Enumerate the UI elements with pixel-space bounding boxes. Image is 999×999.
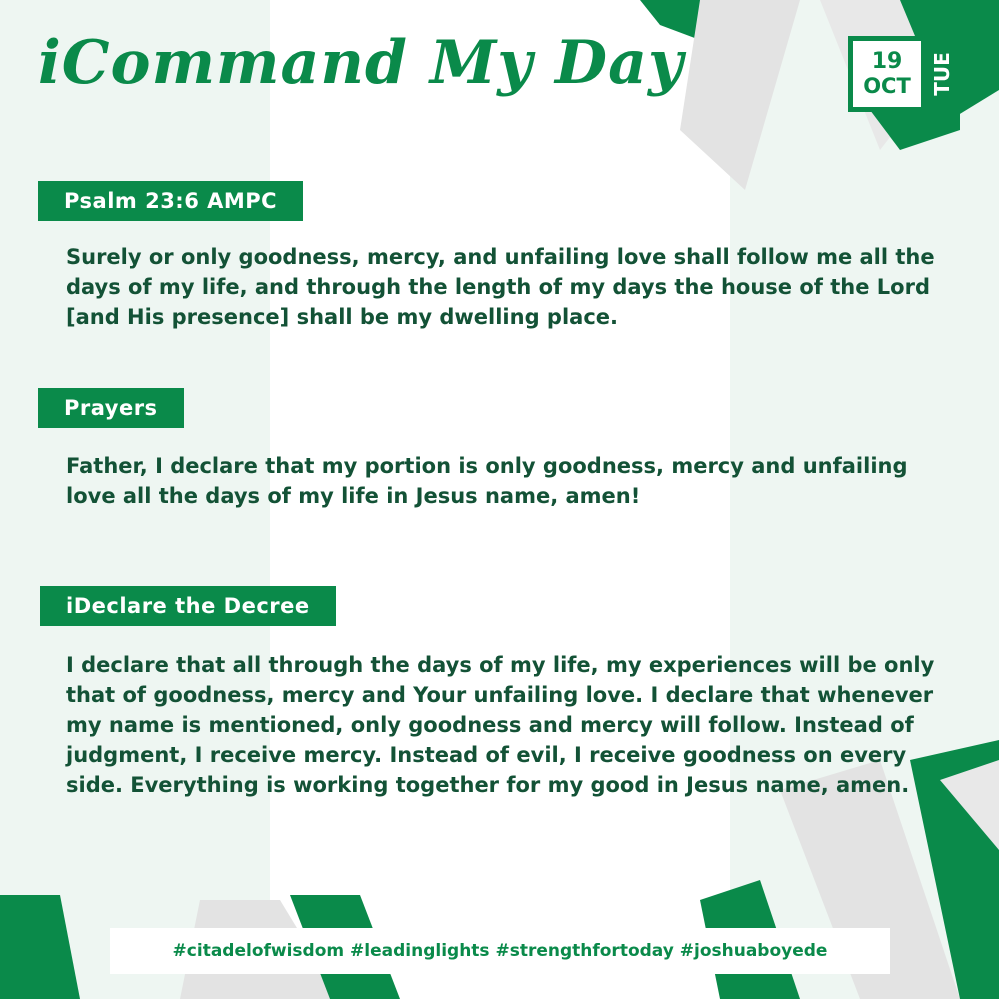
section-label-decree: iDeclare the Decree <box>40 586 336 626</box>
hashtags-footer: #citadelofwisdom #leadinglights #strengthfortoday #joshuaboyede <box>110 928 890 974</box>
date-badge <box>848 36 958 112</box>
date-day: 19 <box>871 49 903 75</box>
page-title: iCommand My Day <box>38 28 684 98</box>
section-text-prayers: Father, I declare that my portion is only goodness, mercy and unfailing love all the days of my life in Jesus name, amen! <box>66 454 908 508</box>
section-label-prayers: Prayers <box>38 388 184 428</box>
section-text-scripture: Surely or only goodness, mercy, and unfailing love shall follow me all the days of my life, and through the length of my days the house of the Lord [and His presence] shall be my dwelling place. <box>66 245 935 329</box>
section-label-scripture: Psalm 23:6 AMPC <box>38 181 303 221</box>
date-weekday: TUE <box>930 52 954 96</box>
date-month: OCT <box>863 73 911 98</box>
section-text-decree: I declare that all through the days of my life, my experiences will be only that of goodness, mercy and Your unfailing love. I declare that whenever my name is mentioned, only goodness and mercy will follow. Instead of judgment, I receive mercy. Instead of evil, I receive goodness on every side. Everything is working together for my good in Jesus name, amen. <box>66 653 935 797</box>
date-badge-inner <box>853 41 921 107</box>
